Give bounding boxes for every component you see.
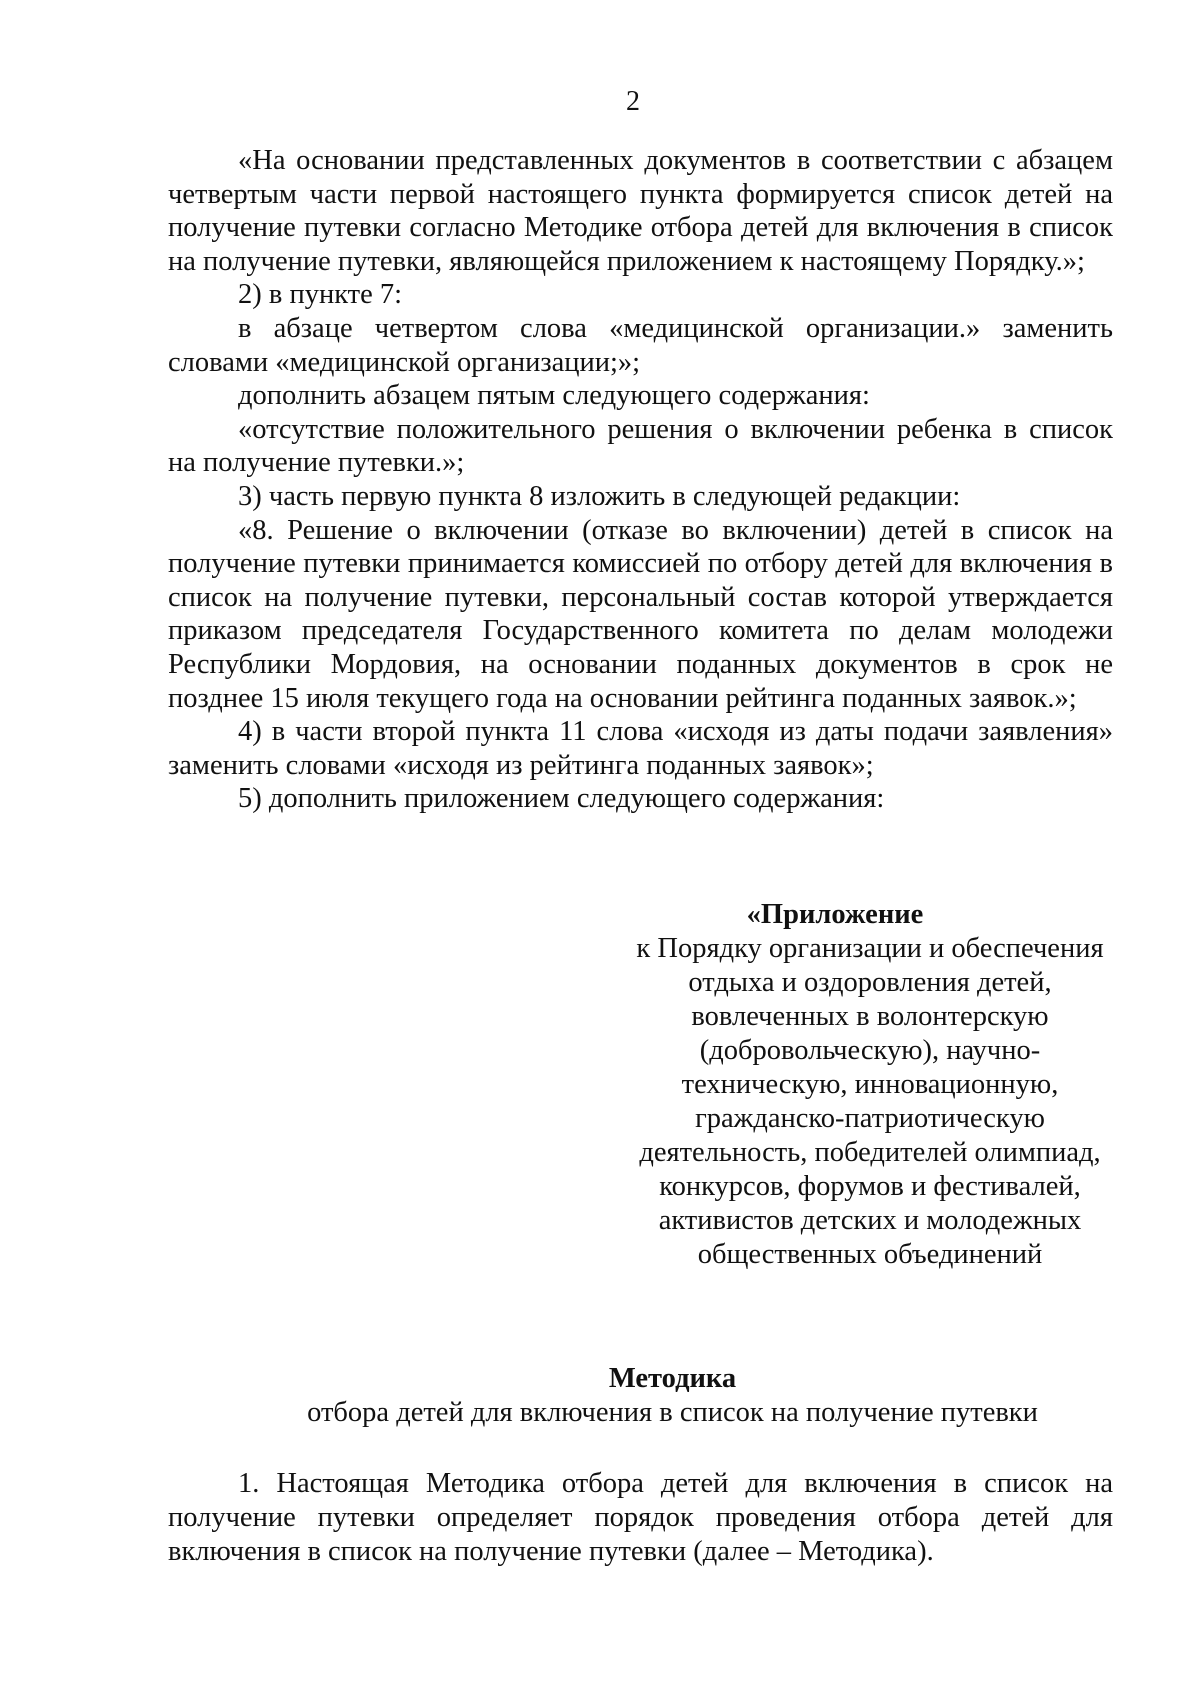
appendix-line: гражданско-патриотическую	[695, 1103, 1045, 1134]
paragraph-6: 3) часть первую пункта 8 изложить в следующей редакции:	[238, 480, 961, 512]
appendix-line: отдыха и оздоровления детей,	[688, 967, 1052, 998]
appendix-line: к Порядку организации и обеспечения	[636, 933, 1104, 964]
paragraph-1: «На основании представленных документов в соответствии с абзацем четвертым части первой настоящего пункта формируется список детей на получение путевки согласно Методике отбора детей для включения в список на получение путевки, являющейся приложением к настоящему Порядку.»;	[168, 145, 1113, 277]
paragraph-5: «отсутствие положительного решения о включении ребенка в список на получение путевки.»;	[168, 413, 1113, 479]
appendix-line: техническую, инновационную,	[681, 1069, 1059, 1100]
method-title: Методика	[608, 1363, 737, 1394]
appendix-line: общественных объединений	[697, 1239, 1043, 1270]
method-subtitle: отбора детей для включения в список на получение путевки	[307, 1397, 1038, 1428]
page-number: 2	[626, 86, 640, 117]
method-paragraph-1: 1. Настоящая Методика отбора детей для включения в список на получение путевки определяет порядок проведения отбора детей для включения в список на получение путевки (далее – Методика).	[168, 1468, 1113, 1567]
appendix-line: конкурсов, форумов и фестивалей,	[659, 1171, 1081, 1202]
appendix-line: активистов детских и молодежных	[658, 1205, 1082, 1236]
paragraph-2: 2) в пункте 7:	[238, 279, 403, 311]
appendix-line: деятельность, победителей олимпиад,	[639, 1137, 1101, 1168]
method-title-block	[168, 1362, 1113, 1430]
appendix-heading: «Приложение	[746, 899, 924, 930]
appendix-line: (добровольческую), научно-	[699, 1035, 1041, 1066]
paragraph-7: «8. Решение о включении (отказе во включении) детей в список на получение путевки принимается комиссией по отбору детей для включения в список на получение путевки, персональный состав которой утверждается приказом председателя Государственного комитета по делам молодежи Республики Мордовия, на основании поданных документов в срок не позднее 15 июля текущего года на основании рейтинга поданных заявок.»;	[168, 514, 1113, 714]
paragraph-3: в абзаце четвертом слова «медицинской организации.» заменить словами «медицинской организации;»;	[168, 312, 1113, 378]
amendments-text	[168, 144, 1113, 816]
appendix-header	[620, 898, 1120, 1272]
paragraph-9: 5) дополнить приложением следующего содержания:	[238, 783, 885, 815]
paragraph-4: дополнить абзацем пятым следующего содержания:	[238, 380, 870, 412]
method-body	[168, 1467, 1113, 1569]
appendix-line: вовлеченных в волонтерскую	[691, 1001, 1049, 1032]
paragraph-8: 4) в части второй пункта 11 слова «исходя из даты подачи заявления» заменить словами «исходя из рейтинга поданных заявок»;	[168, 716, 1113, 781]
